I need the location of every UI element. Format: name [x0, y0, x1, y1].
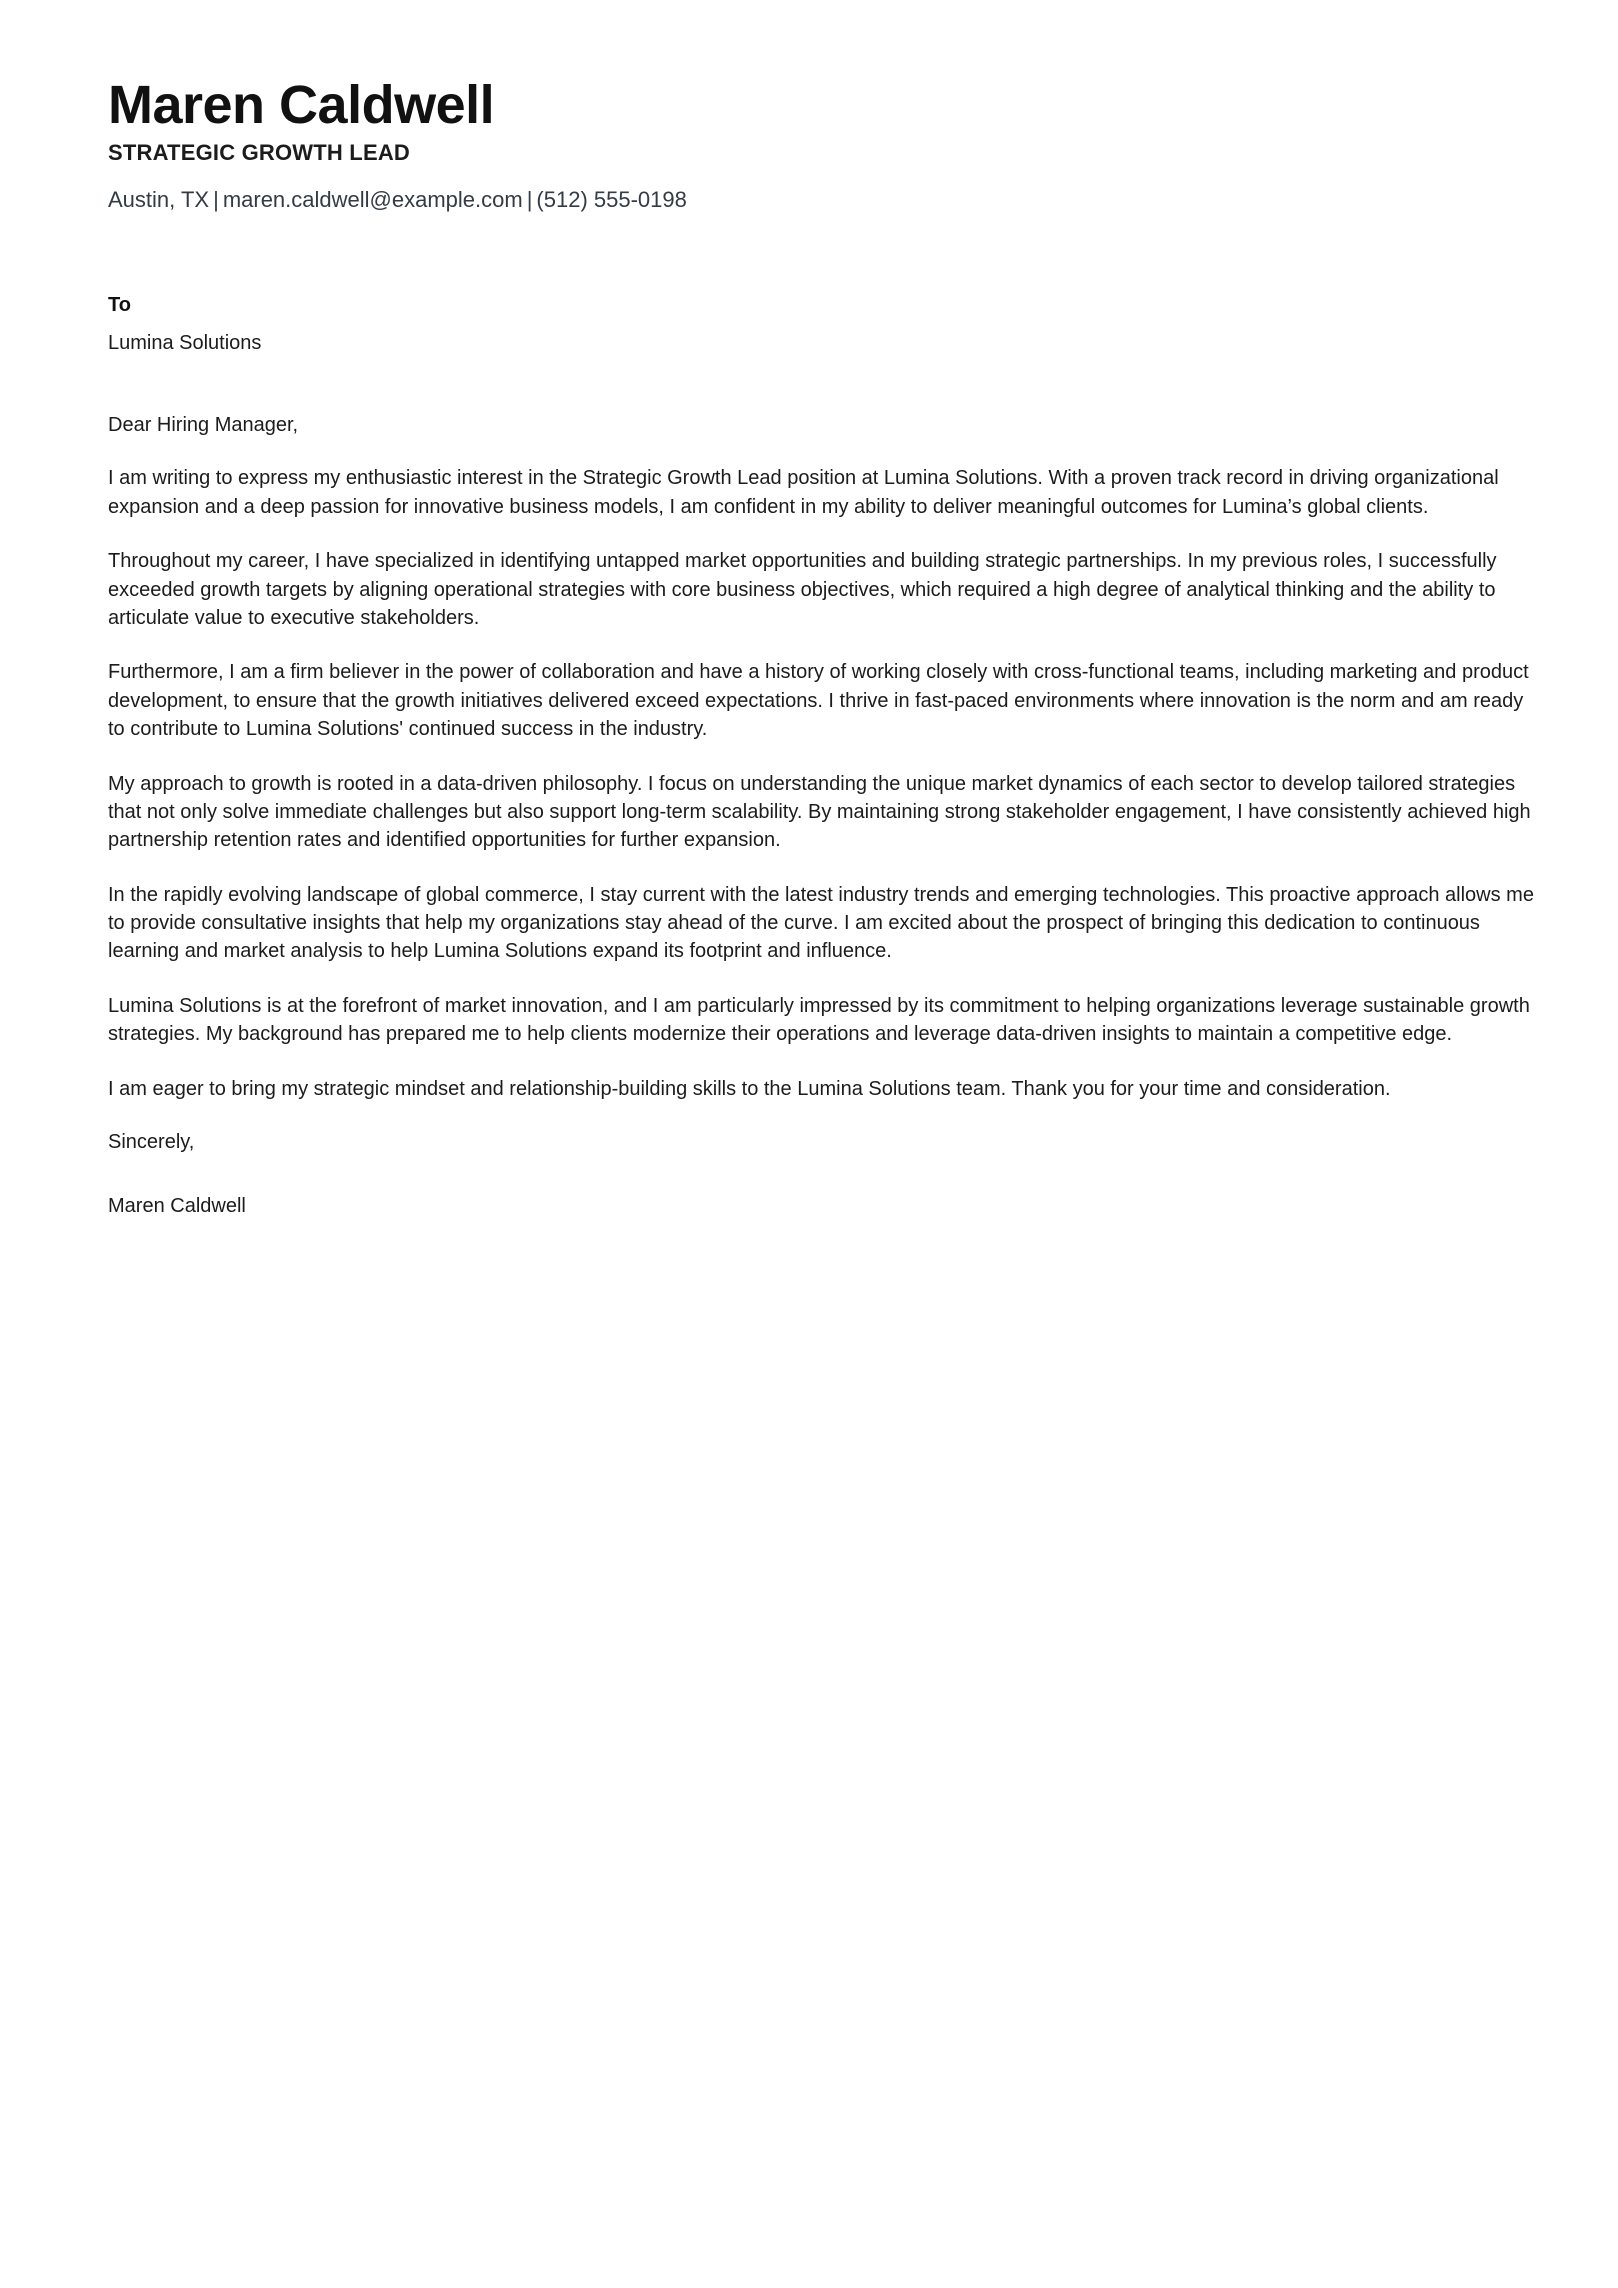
recipient-company: Lumina Solutions — [108, 332, 262, 355]
paragraph: Lumina Solutions is at the forefront of market innovation, and I am particularly impressed by its commitment to helping organizations leverage sustainable growth strategies. My background has prepared me to help clients modernize their operations and leverage data-driven insights to maintain a competitive edge. — [108, 994, 1530, 1046]
recipient-label: To — [108, 294, 131, 317]
contact-location: Austin, TX — [108, 186, 210, 212]
paragraph: I am writing to express my enthusiastic interest in the Strategic Growth Lead position at Lumina Solutions. With a proven track record in driving organizational expansion and a deep passion for innovative business models, I am confident in my ability to deliver meaningful outcomes for Lumina’s global clients. — [108, 467, 1499, 518]
page-title: Maren Caldwell — [108, 75, 495, 135]
paragraph: Throughout my career, I have specialized in identifying untapped market opportunities and building strategic partnerships. In my previous roles, I successfully exceeded growth targets by aligning operational strategies with core business objectives, which required a high degree of analytical thinking and the ability to articulate value to executive stakeholders. — [108, 550, 1497, 629]
signoff-block — [108, 1129, 1540, 1219]
contact-separator-2: | — [526, 186, 533, 212]
signature-name: Maren Caldwell — [108, 1195, 246, 1218]
letter-body — [108, 464, 1540, 1103]
job-title: STRATEGIC GROWTH LEAD — [108, 140, 410, 166]
contact-phone[interactable]: (512) 555-0198 — [536, 186, 687, 212]
paragraph: In the rapidly evolving landscape of global commerce, I stay current with the latest industry trends and emerging technologies. This proactive approach allows me to provide consultative insights that help my organizations stay ahead of the curve. I am excited about the prospect of bringing this dedication to continuous learning and market analysis to help Lumina Solutions expand its footprint and influence. — [108, 883, 1534, 963]
recipient-block — [108, 292, 1540, 356]
salutation: Dear Hiring Manager, — [108, 414, 299, 437]
letter-header — [108, 0, 1540, 214]
contact-email[interactable]: maren.caldwell@example.com — [222, 186, 523, 212]
paragraph: I am eager to bring my strategic mindset and relationship-building skills to the Lumina Solutions team. Thank you for your time and consideration. — [108, 1077, 1391, 1100]
paragraph: Furthermore, I am a firm believer in the power of collaboration and have a history of working closely with cross-functional teams, including marketing and product development, to ensure that the growth initiatives delivered exceed expectations. I thrive in fast-paced environments where innovation is the norm and am ready to contribute to Lumina Solutions' continued success in the industry. — [108, 661, 1529, 741]
contact-separator-1: | — [213, 186, 219, 212]
closing-line: Sincerely, — [108, 1131, 195, 1154]
contact-line — [108, 185, 1540, 215]
paragraph: My approach to growth is rooted in a data-driven philosophy. I focus on understanding the unique market dynamics of each sector to develop tailored strategies that not only solve immediate challenges but also support long-term scalability. By maintaining strong stakeholder engagement, I have consistently achieved high partnership retention rates and identified opportunities for further expansion. — [108, 772, 1531, 852]
letter-content — [108, 0, 1540, 1219]
